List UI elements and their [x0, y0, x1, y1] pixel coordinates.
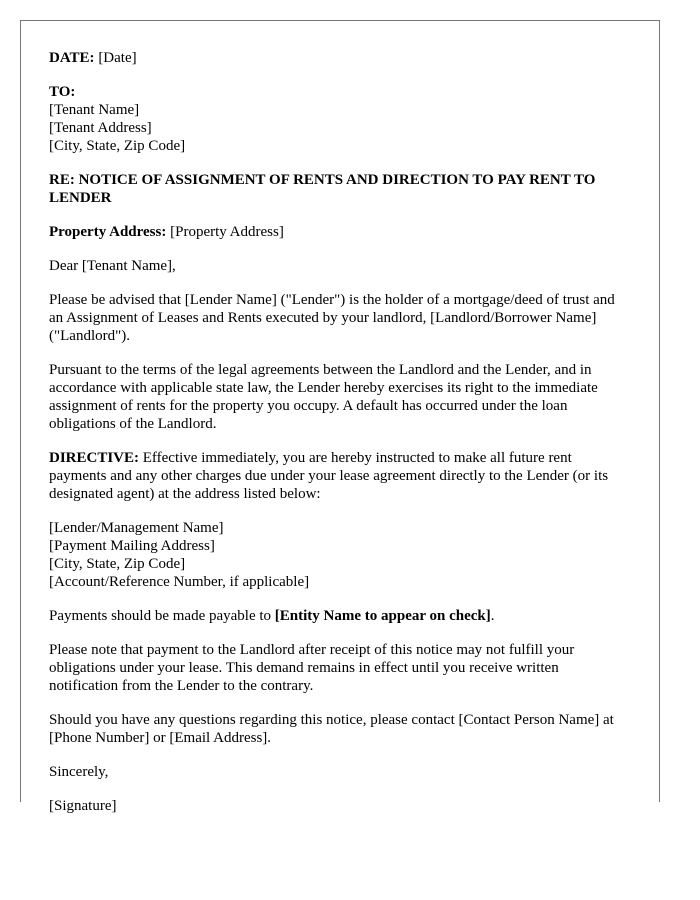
paragraph-holder-notice: Please be advised that [Lender Name] ("Lender") is the holder of a mortgage/deed of trust and an Assignment of Leases and Rents executed by your landlord, [Landlord/Borrower Name] ("Landlord"). [49, 292, 615, 344]
closing: Sincerely, [49, 764, 109, 780]
directive-text: Effective immediately, you are hereby instructed to make all future rent payments and any other charges due under your lease agreement directly to the Lender (or its designated agent) at the address listed below: [49, 450, 609, 502]
to-label: TO: [49, 84, 76, 100]
property-address-line [49, 223, 631, 241]
directive-label: DIRECTIVE: [49, 450, 140, 466]
tenant-name: [Tenant Name] [49, 102, 140, 118]
property-address-value: [Property Address] [166, 224, 284, 240]
payable-to-line [49, 607, 631, 625]
letter-body [21, 21, 659, 815]
tenant-city-state-zip: [City, State, Zip Code] [49, 138, 186, 154]
lender-management-name: [Lender/Management Name] [49, 520, 224, 536]
subject-text: RE: NOTICE OF ASSIGNMENT OF RENTS AND DIRECTION TO PAY RENT TO LENDER [49, 172, 596, 206]
paragraph-landlord-payment-warning: Please note that payment to the Landlord after receipt of this notice may not fulfill your obligations under your lease. This demand remains in effect until you receive written notification from the Lender to the contrary. [49, 642, 575, 694]
recipient-block [49, 83, 631, 155]
payable-suffix: . [490, 608, 495, 624]
payment-address-block [49, 519, 631, 591]
signature-placeholder: [Signature] [49, 798, 117, 814]
payment-city-state-zip: [City, State, Zip Code] [49, 556, 186, 572]
paragraph-assignment-exercise: Pursuant to the terms of the legal agreements between the Landlord and the Lender, and in accordance with applicable state law, the Lender hereby exercises its right to the immediate assignment of rents for the property you occupy. A default has occurred under the loan obligations of the Landlord. [49, 362, 598, 432]
payable-prefix: Payments should be made payable to [49, 608, 275, 624]
date-label: DATE: [49, 50, 95, 66]
document-page [20, 20, 660, 814]
salutation: Dear [Tenant Name], [49, 258, 176, 274]
directive-paragraph [49, 449, 631, 503]
account-reference-number: [Account/Reference Number, if applicable] [49, 574, 310, 590]
date-value: [Date] [94, 50, 137, 66]
subject-line [49, 171, 631, 207]
paragraph-contact: Should you have any questions regarding this notice, please contact [Contact Person Name] at [Phone Number] or [Email Address]. [49, 712, 614, 746]
payable-entity: [Entity Name to appear on check] [274, 608, 491, 624]
payment-mailing-address: [Payment Mailing Address] [49, 538, 215, 554]
property-address-label: Property Address: [49, 224, 167, 240]
date-line [49, 49, 631, 67]
tenant-address: [Tenant Address] [49, 120, 152, 136]
